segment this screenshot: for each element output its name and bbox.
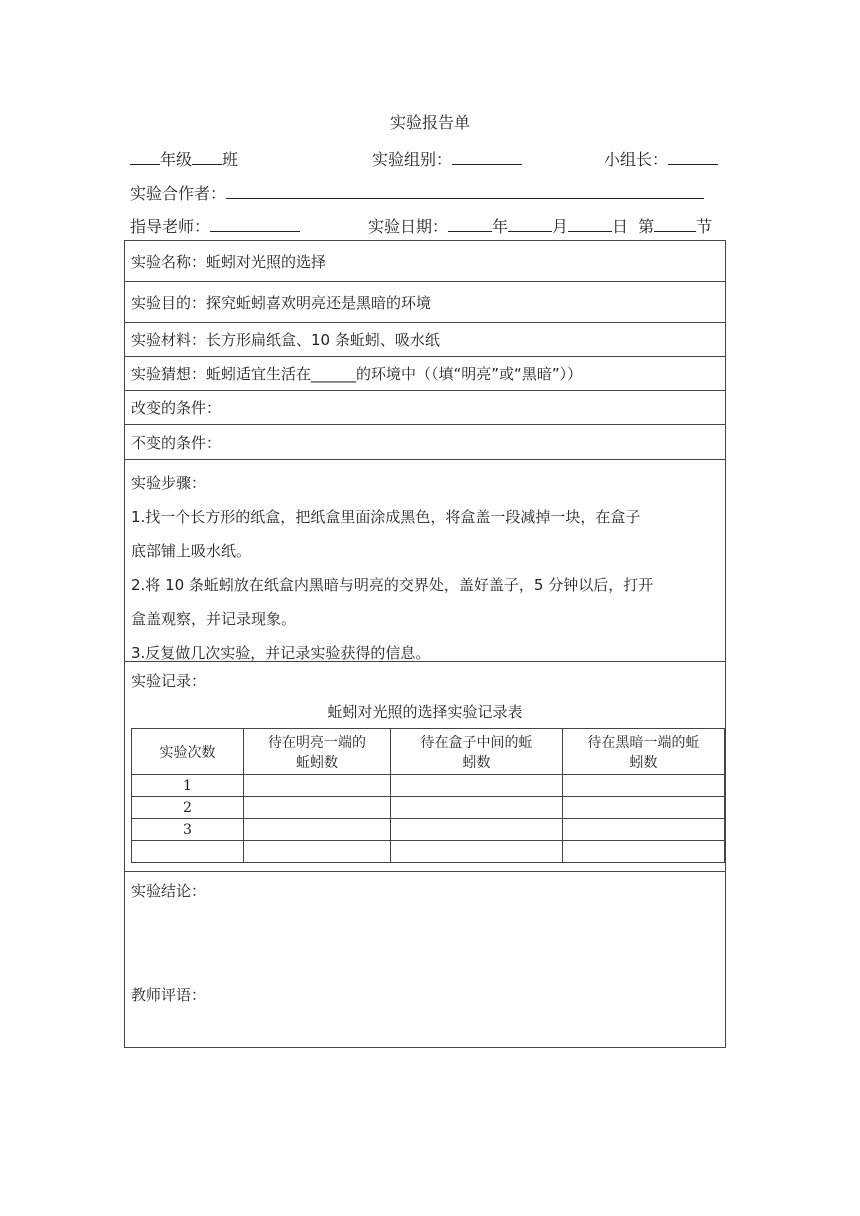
changed-condition-row[interactable]: 改变的条件： — [125, 391, 725, 425]
teacher-label: 指导老师： — [130, 217, 211, 236]
step-3: 3.反复做几次实验，并记录实验获得的信息。 — [131, 644, 431, 662]
bright-count-cell[interactable] — [244, 841, 391, 863]
middle-count-cell[interactable] — [391, 819, 563, 841]
record-section — [125, 662, 725, 873]
group-blank[interactable] — [452, 147, 522, 165]
step-1-line-2: 底部铺上吸水纸。 — [131, 542, 252, 560]
col-header-dark: 待在黑暗一端的蚯 蚓数 — [563, 729, 725, 775]
table-row — [132, 819, 725, 841]
record-label: 实验记录： — [131, 672, 207, 690]
trial-number: 1 — [132, 775, 244, 797]
date-label: 实验日期： — [368, 217, 449, 236]
grade-class-line — [130, 147, 238, 170]
trial-number: 2 — [132, 797, 244, 819]
partners-label: 实验合作者： — [130, 184, 227, 203]
period-prefix: 第 — [638, 217, 655, 236]
page-title: 实验报告单 — [389, 113, 470, 132]
partners-line — [130, 181, 704, 204]
group-line — [372, 147, 522, 170]
table-row — [132, 841, 725, 863]
trial-number — [132, 841, 244, 863]
date-line — [368, 214, 712, 237]
class-label: 班 — [222, 150, 239, 169]
dark-count-cell[interactable] — [563, 819, 725, 841]
col-header-middle: 待在盒子中间的蚯 蚓数 — [391, 729, 563, 775]
trial-number: 3 — [132, 819, 244, 841]
bright-count-cell[interactable] — [244, 797, 391, 819]
step-1-line-1: 1.找一个长方形的纸盒，把纸盒里面涂成黑色，将盒盖一段减掉一块，在盒子 — [131, 508, 641, 526]
experiment-hypothesis-row[interactable]: 实验猜想：蚯蚓适宜生活在______的环境中（（填“明亮”或“黑暗”）） — [125, 357, 725, 391]
unchanged-condition-row[interactable]: 不变的条件： — [125, 425, 725, 460]
day-label: 日 — [612, 217, 629, 236]
teacher-line — [130, 214, 300, 237]
report-form — [124, 240, 726, 872]
class-blank[interactable] — [192, 147, 222, 165]
bright-count-cell[interactable] — [244, 775, 391, 797]
table-row — [132, 797, 725, 819]
group-label: 实验组别： — [372, 150, 453, 169]
month-label: 月 — [552, 217, 569, 236]
steps-label: 实验步骤： — [131, 474, 207, 492]
leader-line — [604, 147, 718, 170]
dark-count-cell[interactable] — [563, 841, 725, 863]
record-table-title: 蚯蚓对光照的选择实验记录表 — [327, 703, 523, 721]
leader-blank[interactable] — [668, 147, 718, 165]
record-header-row — [132, 729, 725, 775]
dark-count-cell[interactable] — [563, 797, 725, 819]
table-row — [132, 775, 725, 797]
experiment-purpose-row: 实验目的：探究蚯蚓喜欢明亮还是黑暗的环境 — [125, 282, 725, 323]
experiment-name-row: 实验名称：蚯蚓对光照的选择 — [125, 241, 725, 282]
year-blank[interactable] — [448, 214, 492, 232]
year-label: 年 — [492, 217, 509, 236]
teacher-blank[interactable] — [210, 214, 300, 232]
steps-section — [125, 460, 725, 662]
middle-count-cell[interactable] — [391, 841, 563, 863]
dark-count-cell[interactable] — [563, 775, 725, 797]
conclusion-label[interactable]: 实验结论： — [131, 882, 207, 900]
col-header-trial: 实验次数 — [132, 729, 244, 775]
record-table — [131, 728, 725, 863]
grade-label: 年级 — [160, 150, 193, 169]
day-blank[interactable] — [568, 214, 612, 232]
teacher-comment-label[interactable]: 教师评语： — [131, 986, 207, 1004]
middle-count-cell[interactable] — [391, 797, 563, 819]
partners-blank[interactable] — [226, 181, 704, 199]
step-2-line-1: 2.将 10 条蚯蚓放在纸盒内黑暗与明亮的交界处，盖好盖子，5 分钟以后，打开 — [131, 576, 654, 594]
grade-blank[interactable] — [130, 147, 160, 165]
middle-count-cell[interactable] — [391, 775, 563, 797]
period-suffix: 节 — [696, 217, 713, 236]
period-blank[interactable] — [654, 214, 696, 232]
leader-label: 小组长： — [604, 150, 669, 169]
step-2-line-2: 盒盖观察，并记录现象。 — [131, 610, 297, 628]
experiment-materials-row: 实验材料：长方形扁纸盒、10 条蚯蚓、吸水纸 — [125, 323, 725, 357]
bright-count-cell[interactable] — [244, 819, 391, 841]
conclusion-box — [124, 871, 726, 1048]
col-header-bright: 待在明亮一端的 蚯蚓数 — [244, 729, 391, 775]
month-blank[interactable] — [508, 214, 552, 232]
